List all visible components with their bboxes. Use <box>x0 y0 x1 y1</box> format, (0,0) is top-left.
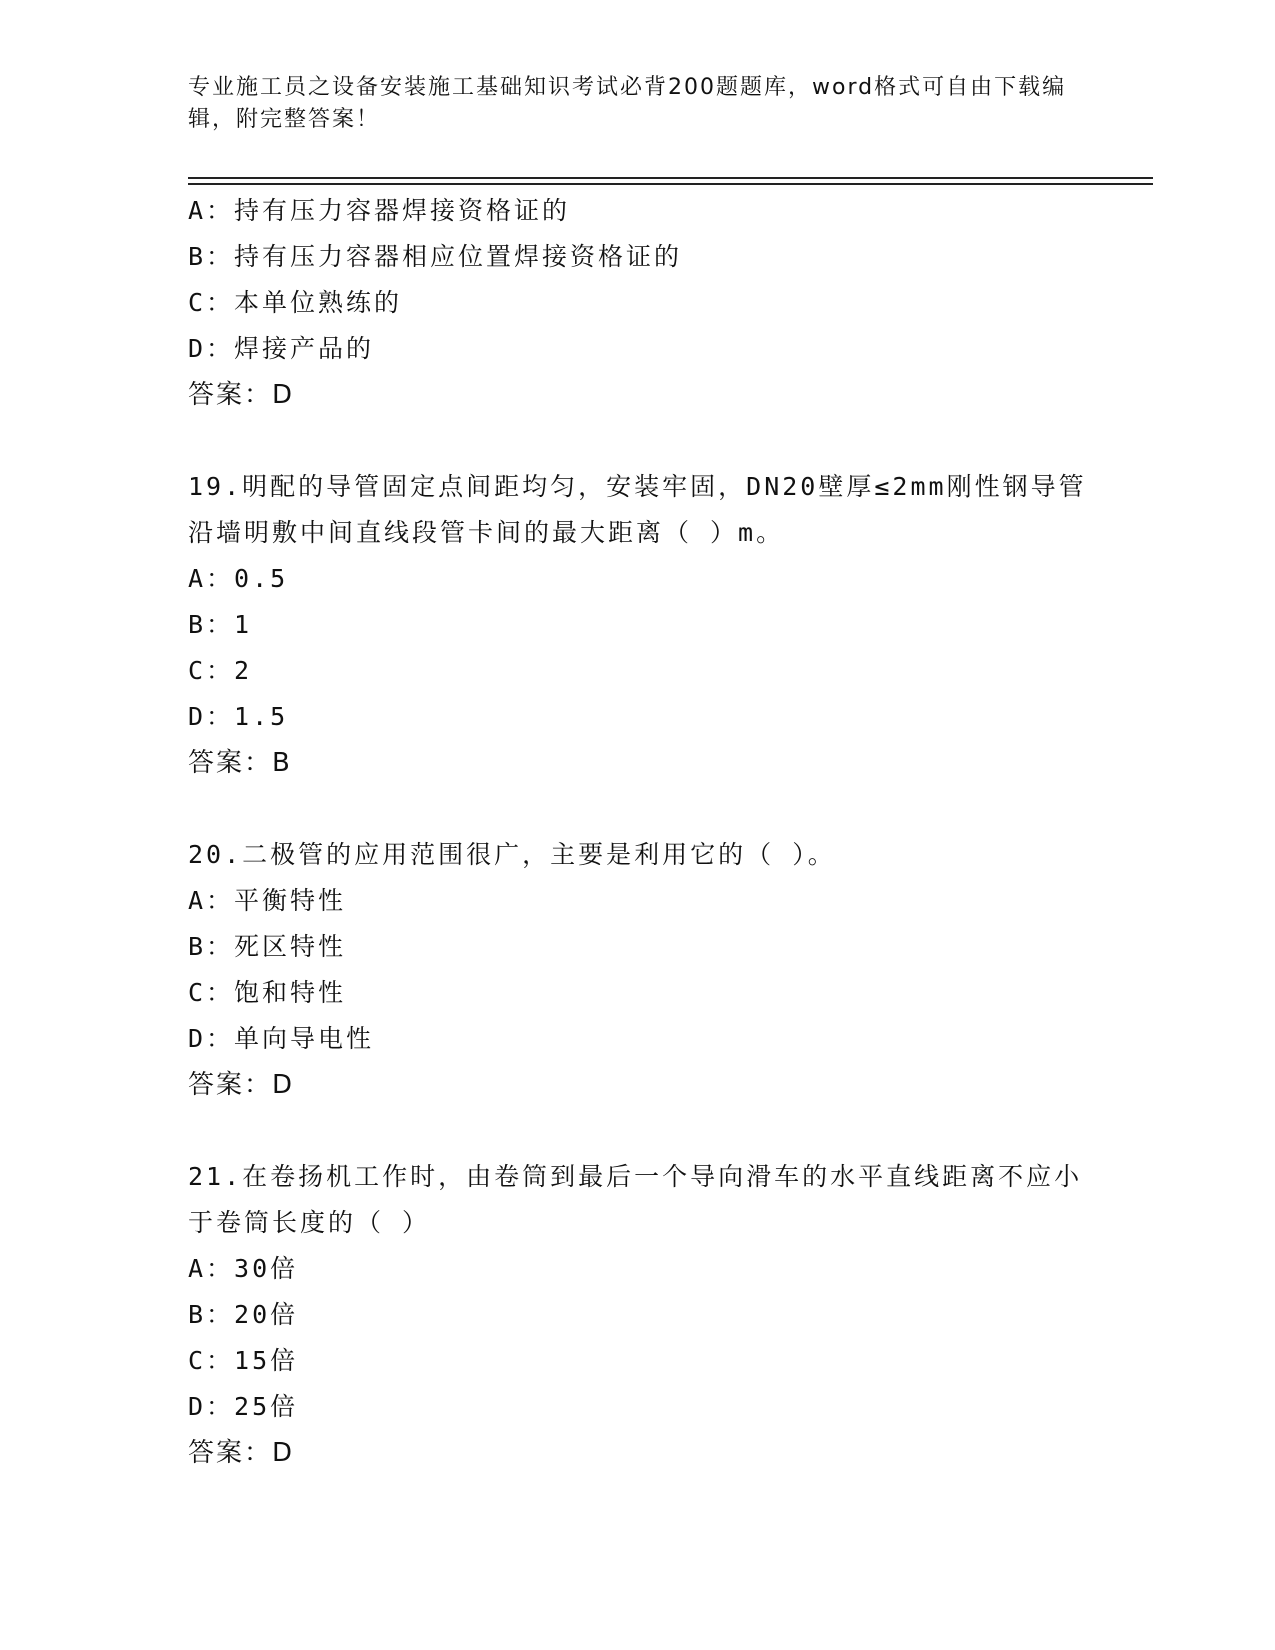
answer: 答案：B <box>188 748 292 778</box>
question-19 <box>188 464 1088 786</box>
question-list <box>188 188 1088 1476</box>
option-d: D：25倍 <box>188 1392 299 1421</box>
answer: 答案：D <box>188 1070 295 1100</box>
option-c: C：本单位熟练的 <box>188 288 403 317</box>
option-a: A：持有压力容器焊接资格证的 <box>188 196 571 225</box>
question-text: 20.二极管的应用范围很广，主要是利用它的（ ）。 <box>188 840 836 869</box>
question-18 <box>188 188 1088 418</box>
option-c: C：2 <box>188 656 253 685</box>
document-header: 专业施工员之设备安装施工基础知识考试必背200题题库，word格式可自由下载编辑，附完整答案！ <box>188 75 1067 132</box>
option-b: B：20倍 <box>188 1300 299 1329</box>
answer: 答案：D <box>188 1438 295 1468</box>
option-a: A：0.5 <box>188 564 289 593</box>
option-b: B：死区特性 <box>188 932 347 961</box>
option-c: C：饱和特性 <box>188 978 347 1007</box>
option-a: A：30倍 <box>188 1254 299 1283</box>
option-d: D：1.5 <box>188 702 289 731</box>
question-text: 21.在卷扬机工作时，由卷筒到最后一个导向滑车的水平直线距离不应小于卷筒长度的（ ） <box>188 1162 1083 1237</box>
header-divider-bottom <box>188 183 1153 185</box>
question-text: 19.明配的导管固定点间距均匀，安装牢固，DN20壁厚≤2mm刚性钢导管沿墙明敷中间直线段管卡间的最大距离（ ）m。 <box>188 472 1087 547</box>
option-b: B：持有压力容器相应位置焊接资格证的 <box>188 242 683 271</box>
option-d: D：单向导电性 <box>188 1024 375 1053</box>
option-a: A：平衡特性 <box>188 886 347 915</box>
option-c: C：15倍 <box>188 1346 299 1375</box>
header-divider-top <box>188 177 1153 179</box>
question-21 <box>188 1154 1088 1476</box>
option-d: D：焊接产品的 <box>188 334 375 363</box>
question-20 <box>188 832 1088 1108</box>
option-b: B：1 <box>188 610 253 639</box>
answer: 答案：D <box>188 380 295 410</box>
